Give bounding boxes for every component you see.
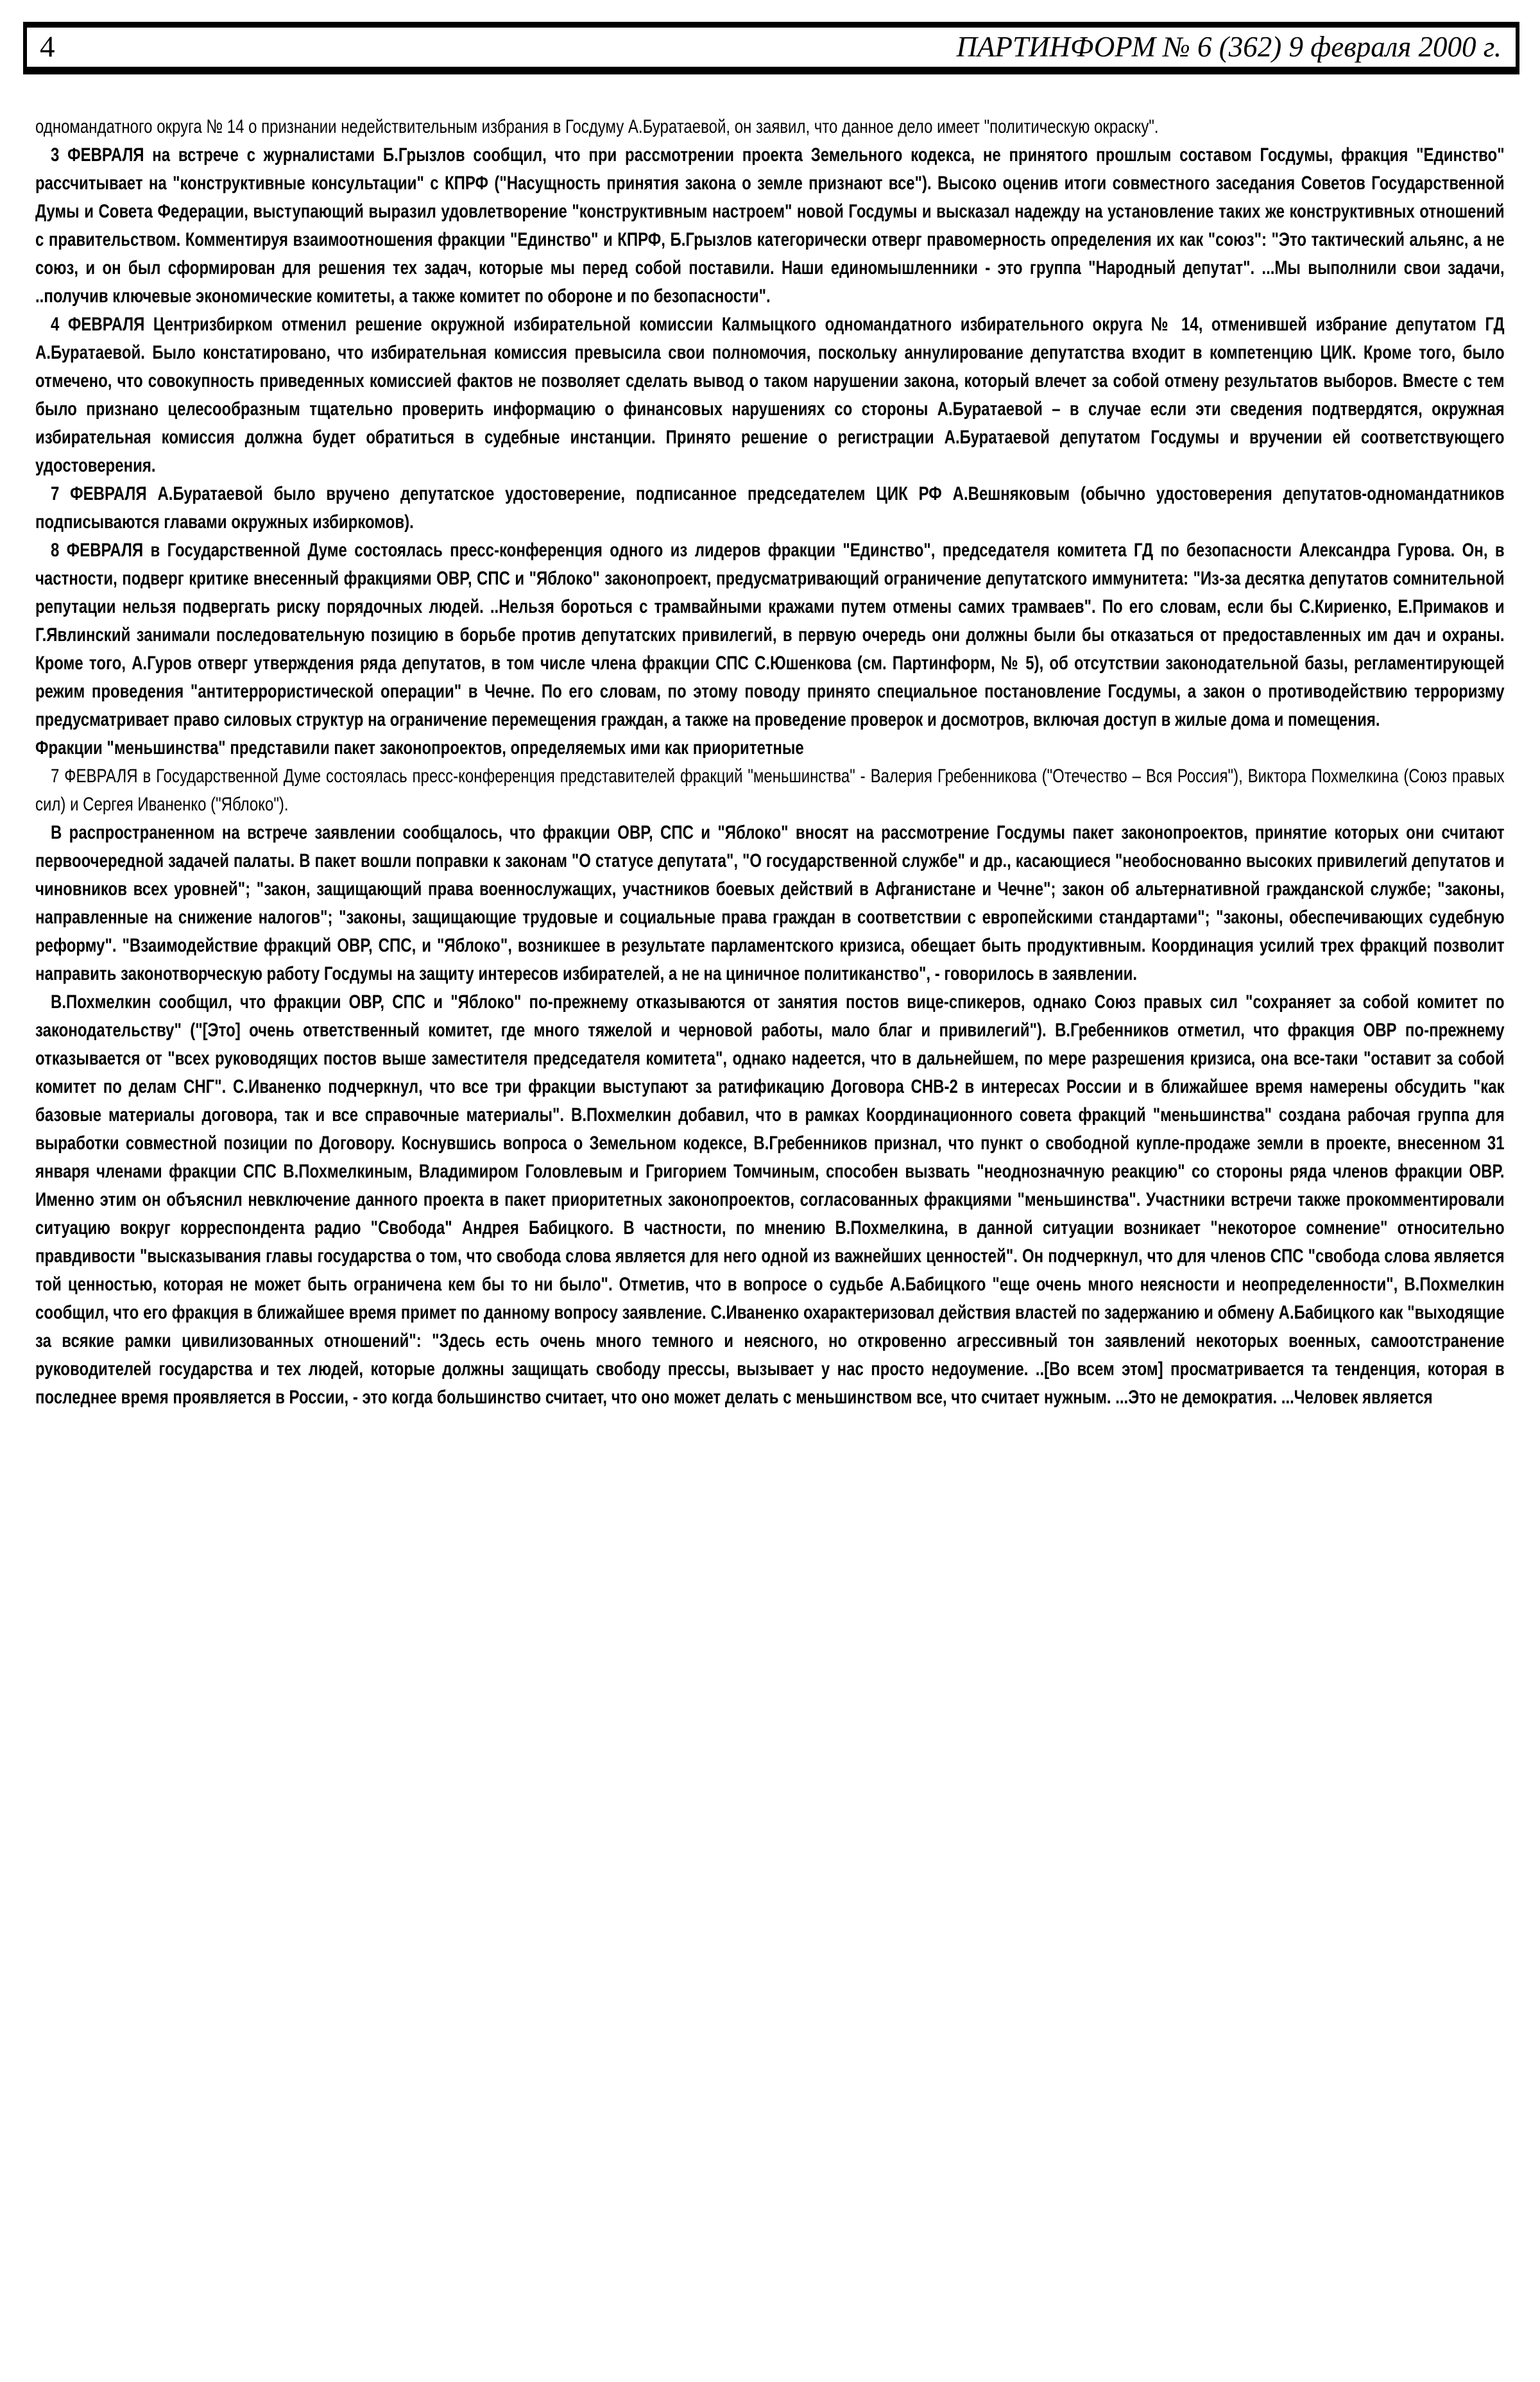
page-number: 4 — [40, 30, 55, 64]
paragraph: 7 ФЕВРАЛЯ в Государственной Думе состоялась пресс-конференция представителей фракций "меньшинства" - Валерия Гребенникова ("Отечество – Вся Россия"), Виктора Похмелкина (Союз правых сил) и Сергея Иваненко ("Яблоко"). — [35, 766, 1505, 815]
paragraph: одномандатного округа № 14 о признании недействительным избрания в Госдуму А.Буратаевой, он заявил, что данное дело имеет "политическую окраску". — [35, 116, 1159, 137]
paragraph: 3 ФЕВРАЛЯ на встрече с журналистами Б.Грызлов сообщил, что при рассмотрении проекта Земельного кодекса, не принятого прошлым составом Госдумы, фракция "Единство" рассчитывает на "конструктивные консультации" с КПРФ ("Насущность принятия закона о земле признают все"). Высоко оценив итоги совместного заседания Советов Государственной Думы и Совета Федерации, выступающий выразил удовлетворение "конструктивным настроем" новой Госдумы и высказал надежду на установление таких же конструктивных отношений с правительством. Комментируя взаимоотношения фракции "Единство" и КПРФ, Б.Грызлов категорически отверг правомерность определения их как "союз": "Это тактический альянс, а не союз, и он был сформирован для решения тех задач, которые мы перед собой поставили. Наши единомышленники - это группа "Народный депутат". ...Мы выполнили свои задачи, ..получив ключевые экономические комитеты, а также комитет по обороне и по безопасности". — [35, 144, 1505, 307]
section-heading: Фракции "меньшинства" представили пакет законопроектов, определяемых ими как приоритетные — [35, 737, 804, 758]
paragraph: 8 ФЕВРАЛЯ в Государственной Думе состоялась пресс-конференция одного из лидеров фракции "Единство", председателя комитета ГД по безопасности Александра Гурова. Он, в частности, подверг критике внесенный фракциями ОВР, СПС и "Яблоко" законопроект, предусматривающий ограничение депутатского иммунитета: "Из-за десятка депутатов сомнительной репутации нельзя подвергать риску порядочных людей. ..Нельзя бороться с трамвайными кражами путем отмены самих трамваев". По его словам, если бы С.Кириенко, Е.Примаков и Г.Явлинский занимали последовательную позицию в борьбе против депутатских привилегий, в первую очередь они должны были бы отказаться от предоставленных им дач и охраны. Кроме того, А.Гуров отверг утверждения ряда депутатов, в том числе члена фракции СПС С.Юшенкова (см. Партинформ, № 5), об отсутствии законодательной базы, регламентирующей режим проведения "антитеррористической операции" в Чечне. По его словам, по этому поводу принято специальное постановление Госдумы, а закон о противодействию терроризму предусматривает право силовых структур на ограничение перемещения граждан, а также на проведение проверок и досмотров, включая доступ в жилые дома и помещения. — [35, 540, 1505, 730]
article-content — [35, 113, 1505, 1412]
paragraph: 4 ФЕВРАЛЯ Центризбирком отменил решение окружной избирательной комиссии Калмыцкого одномандатного избирательного округа № 14, отменившей избрание депутатом ГД А.Буратаевой. Было констатировано, что избирательная комиссия превысила свои полномочия, поскольку аннулирование депутатства входит в компетенцию ЦИК. Кроме того, было отмечено, что совокупность приведенных комиссией фактов не позволяет сделать вывод о таком нарушении закона, который влечет за собой отмену результатов выборов. Вместе с тем было признано целесообразным тщательно проверить информацию о финансовых нарушениях со стороны А.Буратаевой – в случае если эти сведения подтвердятся, окружная избирательная комиссия должна будет обратиться в судебные инстанции. Принято решение о регистрации А.Буратаевой депутатом Госдумы и вручении ей соответствующего удостоверения. — [35, 314, 1505, 476]
paragraph: В.Похмелкин сообщил, что фракции ОВР, СПС и "Яблоко" по-прежнему отказываются от занятия постов вице-спикеров, однако Союз правых сил "сохраняет за собой комитет по законодательству" ("[Это] очень ответственный комитет, где много тяжелой и черновой работы, мало благ и привилегий"). В.Гребенников отметил, что фракция ОВР по-прежнему отказывается от "всех руководящих постов выше заместителя председателя комитета", однако надеется, что в дальнейшем, по мере разрешения кризиса, она все-таки "оставит за собой комитет по делам СНГ". С.Иваненко подчеркнул, что все три фракции выступают за ратификацию Договора СНВ-2 в интересах России и в ближайшее время намерены обсудить "как базовые материалы договора, так и все справочные материалы". В.Похмелкин добавил, что в рамках Координационного совета фракций "меньшинства" создана рабочая группа для выработки совместной позиции по Договору. Коснувшись вопроса о Земельном кодексе, В.Гребенников признал, что пункт о свободной купле-продаже земли в проекте, внесенном 31 января членами фракции СПС В.Похмелкиным, Владимиром Головлевым и Григорием Томчиным, способен вызвать "неоднозначную реакцию" со стороны ряда членов фракции ОВР. Именно этим он объяснил невключение данного проекта в пакет приоритетных законопроектов, согласованных фракциями "меньшинства". Участники встречи также прокомментировали ситуацию вокруг корреспондента радио "Свобода" Андрея Бабицкого. В частности, по мнению В.Похмелкина, в данной ситуации возникает "некоторое сомнение" относительно правдивости "высказывания главы государства о том, что свобода слова является для него одной из важнейших ценностей". Он подчеркнул, что для членов СПС "свобода слова является той ценностью, которая не может быть ограничена кем бы то ни было". Отметив, что в вопросе о судьбе А.Бабицкого "еще очень много неясности и неопределенности", В.Похмелкин сообщил, что его фракция в ближайшее время примет по данному вопросу заявление. С.Иваненко охарактеризовал действия властей по задержанию и обмену А.Бабицкого как "выходящие за всякие рамки цивилизованных отношений": "Здесь есть очень много темного и неясного, но откровенно агрессивный тон заявлений некоторых военных, самоотстранение руководителей государства и тех людей, которые должны защищать свободу прессы, вызывает у нас просто недоумение. ..[Во всем этом] просматривается та тенденция, которая в последнее время проявляется в России, - это когда большинство считает, что оно может делать с меньшинством все, что считает нужным. ...Это не демократия. ...Человек является — [35, 991, 1505, 1408]
newsletter-title: ПАРТИНФОРМ № 6 (362) 9 февраля 2000 г. — [956, 31, 1502, 63]
article-body — [35, 113, 1505, 734]
paragraph: В распространенном на встрече заявлении сообщалось, что фракции ОВР, СПС и "Яблоко" вносят на рассмотрение Госдумы пакет законопроектов, принятие которых они считают первоочередной задачей палаты. В пакет вошли поправки к законам "О статусе депутата", "О государственной службе" и др., касающиеся "необоснованно высоких привилегий депутатов и чиновников всех уровней"; "закон, защищающий права военнослужащих, участников боевых действий в Афганистане и Чечне"; закон об альтернативной гражданской службе; "законы, направленные на снижение налогов"; "законы, защищающие трудовые и социальные права граждан в соответствии с европейскими стандартами"; "законы, обеспечивающих судебную реформу". "Взаимодействие фракций ОВР, СПС, и "Яблоко", возникшее в результате парламентского кризиса, обещает быть продуктивным. Координация усилий трех фракций позволит направить законотворческую работу Госдумы на защиту интересов избирателей, а не на циничное политиканство", - говорилось в заявлении. — [35, 822, 1505, 984]
page-header — [23, 22, 1519, 74]
paragraph: 7 ФЕВРАЛЯ А.Буратаевой было вручено депутатское удостоверение, подписанное председателем ЦИК РФ А.Вешняковым (обычно удостоверения депутатов-одномандатников подписываются главами окружных избиркомов). — [35, 483, 1505, 533]
section-body — [35, 762, 1505, 1412]
